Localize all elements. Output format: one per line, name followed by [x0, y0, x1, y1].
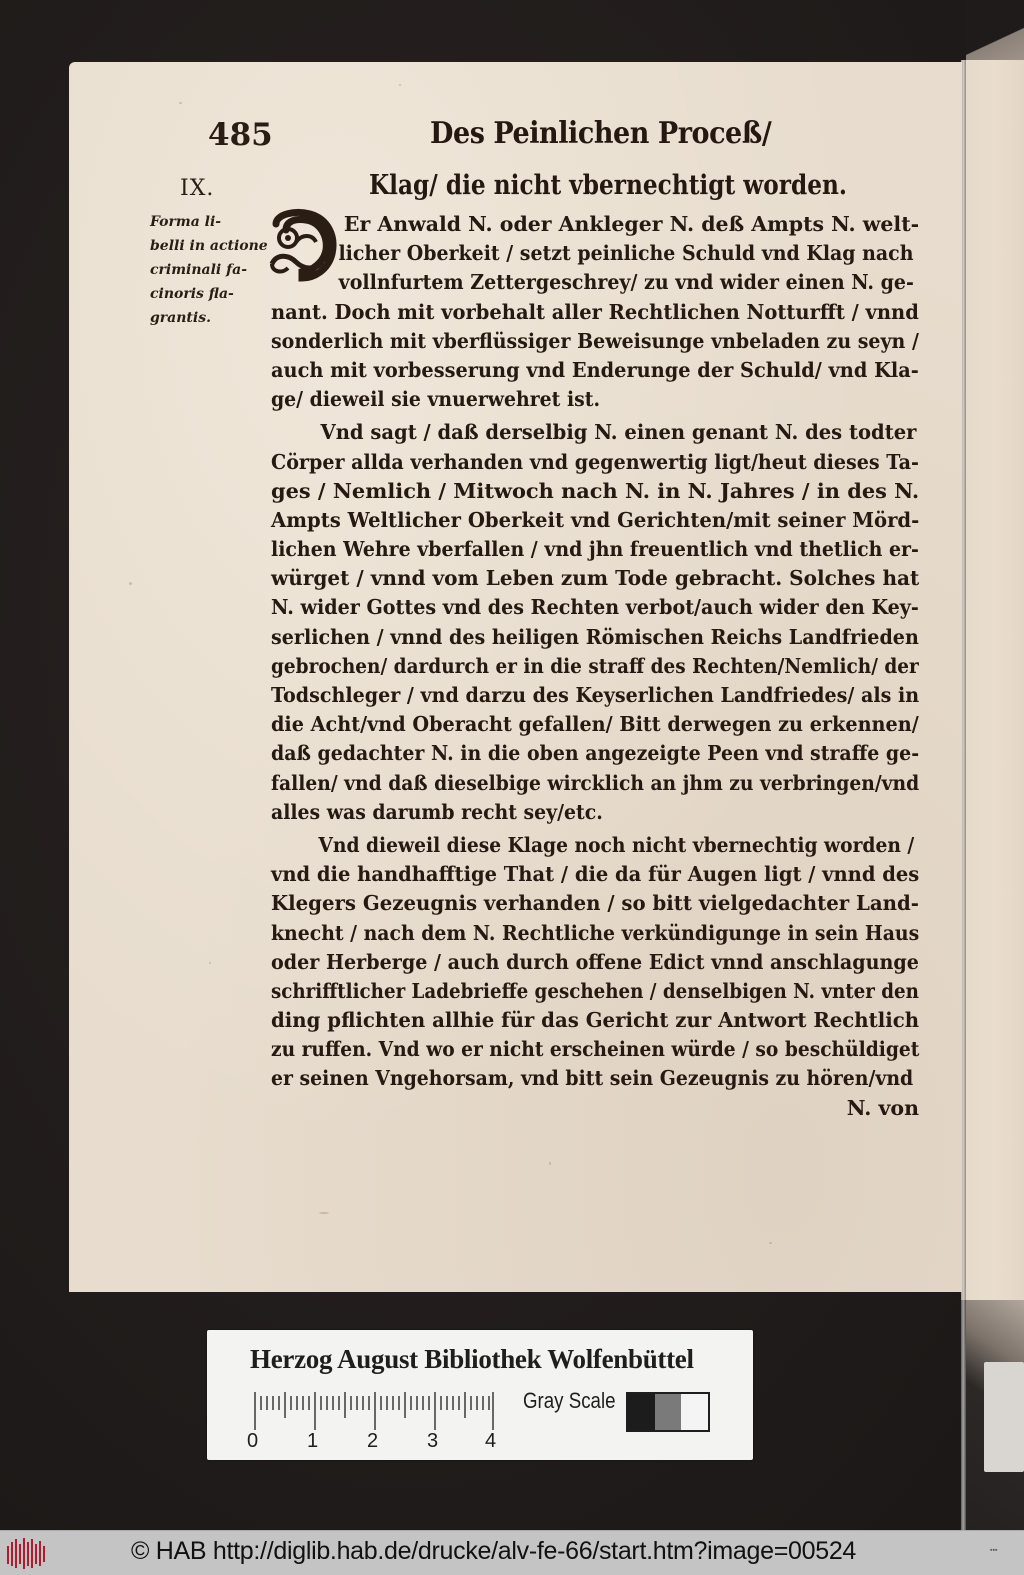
text-line: Ampts Weltlicher Oberkeit vnd Gerichten/mit seiner Mörd-	[271, 507, 920, 532]
text-line: die Acht/vnd Oberacht gefallen/ Bitt derwegen zu erkennen/	[271, 712, 919, 737]
text-line: vollnfurtem Zettergeschrey/ zu vnd wider einen N. ge-	[338, 270, 914, 295]
marginal-note-line: criminali fa-	[150, 262, 248, 278]
ruler-label: 1	[307, 1430, 319, 1452]
text-line: sonderlich mit vberflüssiger Beweisunge vnbeladen zu seyn /	[271, 328, 919, 353]
text-line: vnd die handhafftige That / die da für Augen ligt / vnnd des	[271, 862, 920, 887]
adjacent-card-fragment	[984, 1362, 1024, 1472]
text-line: N. wider Gottes vnd des Rechten verbot/auch wider den Key-	[271, 595, 919, 620]
text-line: gebrochen/ dardurch er in die straff des Rechten/Nemlich/ der	[271, 653, 919, 678]
ruler-scale-icon	[254, 1392, 494, 1432]
ruler-label: 2	[367, 1430, 379, 1452]
body-text	[271, 210, 919, 1123]
marginal-note-line: Forma li-	[150, 214, 222, 230]
text-line: Todschleger / vnd darzu des Keyserlichen Landfriedes/ als in	[271, 683, 920, 707]
section-number: IX.	[180, 176, 215, 201]
running-head: Des Peinlichen Proceß/	[430, 116, 772, 151]
text-line: auch mit vorbesserung vnd Enderunge der Schuld/ vnd Kla-	[271, 357, 919, 382]
page-number: 485	[208, 117, 273, 153]
library-reference-card	[207, 1330, 753, 1460]
text-line: knecht / nach dem N. Rechtliche verkündigunge in sein Haus	[271, 920, 920, 945]
gray-swatch-white	[681, 1394, 708, 1430]
text-line: er seinen Vngehorsam, vnd bitt sein Gezeugnis zu hören/vnd	[271, 1066, 914, 1091]
text-line: alles was darumb recht sey/etc.	[271, 799, 603, 824]
text-line: ding pflichten allhie für das Gericht zur Antwort Rechtlich	[271, 1008, 920, 1033]
gray-swatch-black	[628, 1394, 655, 1430]
marginal-note-line: cinoris fla-	[150, 286, 234, 302]
ruler-label: 4	[485, 1430, 497, 1452]
ruler-label: 0	[247, 1430, 259, 1452]
text-line: Klegers Gezeugnis verhanden / so bitt vielgedachter Land-	[271, 891, 919, 916]
text-line: würget / vnnd vom Leben zum Tode gebracht. Solches hat	[271, 566, 920, 591]
book-gutter-lower	[961, 1300, 966, 1530]
marginal-note-line: belli in actione	[150, 238, 268, 254]
hab-logo-icon	[5, 1536, 47, 1570]
text-line: daß gedachter N. in die oben angezeigte Peen vnd straffe ge-	[271, 741, 920, 766]
footer-bar	[0, 1530, 1024, 1575]
text-line: oder Herberge / auch durch offene Edict vnnd anschlagunge	[271, 949, 919, 974]
chapter-title: Klag/ die nicht vbernechtigt worden.	[369, 170, 847, 201]
text-line: schrifftlicher Ladebrieffe geschehen / denselbigen N. vnter den	[271, 978, 919, 1003]
gray-swatch-mid	[655, 1394, 682, 1430]
gray-scale-label: Gray Scale	[523, 1388, 616, 1413]
text-line: Cörper allda verhanden vnd gegenwertig ligt/heut dieses Ta-	[271, 449, 919, 474]
adjacent-page-strip	[966, 60, 1024, 1300]
text-line: Vnd dieweil diese Klage noch nicht vbernechtig worden /	[318, 832, 915, 857]
text-line: fallen/ vnd daß dieselbige wircklich an jhm zu verbringen/vnd	[271, 770, 920, 795]
footer-mark: ▪▪▪	[990, 1547, 998, 1554]
marginal-note	[150, 210, 270, 330]
text-line: ges / Nemlich / Mitwoch nach N. in N. Jahres / in des N.	[271, 478, 920, 503]
text-line: Vnd sagt / daß derselbig N. einen genant N. des todter	[320, 420, 917, 445]
text-line: lichen Wehre vberfallen / vnd jhn freuentlich vnd thetlich er-	[271, 537, 919, 562]
library-name: Herzog August Bibliothek Wolfenbüttel	[250, 1344, 694, 1374]
marginal-note-line: grantis.	[150, 310, 211, 326]
ruler-labels	[247, 1430, 507, 1454]
ruler-label: 3	[427, 1430, 439, 1452]
text-line: zu ruffen. Vnd wo er nicht erscheinen würde / so beschüldiget	[271, 1037, 920, 1062]
text-line: licher Oberkeit / setzt peinliche Schuld vnd Klag nach	[338, 241, 914, 266]
text-line: serlichen / vnnd des heiligen Römischen Reichs Landfrieden	[271, 624, 919, 649]
copyright-url[interactable]: © HAB http://diglib.hab.de/drucke/alv-fe-66/start.htm?image=00524	[131, 1537, 857, 1565]
text-line: Er Anwald N. oder Ankleger N. deß Ampts N. welt-	[343, 212, 920, 236]
catchword: N. von	[846, 1095, 919, 1120]
gray-scale-swatch	[626, 1392, 710, 1432]
text-line: ge/ dieweil sie vnuerwehret ist.	[271, 387, 601, 412]
text-line: nant. Doch mit vorbehalt aller Rechtlichen Notturfft / vnnd	[271, 299, 919, 324]
